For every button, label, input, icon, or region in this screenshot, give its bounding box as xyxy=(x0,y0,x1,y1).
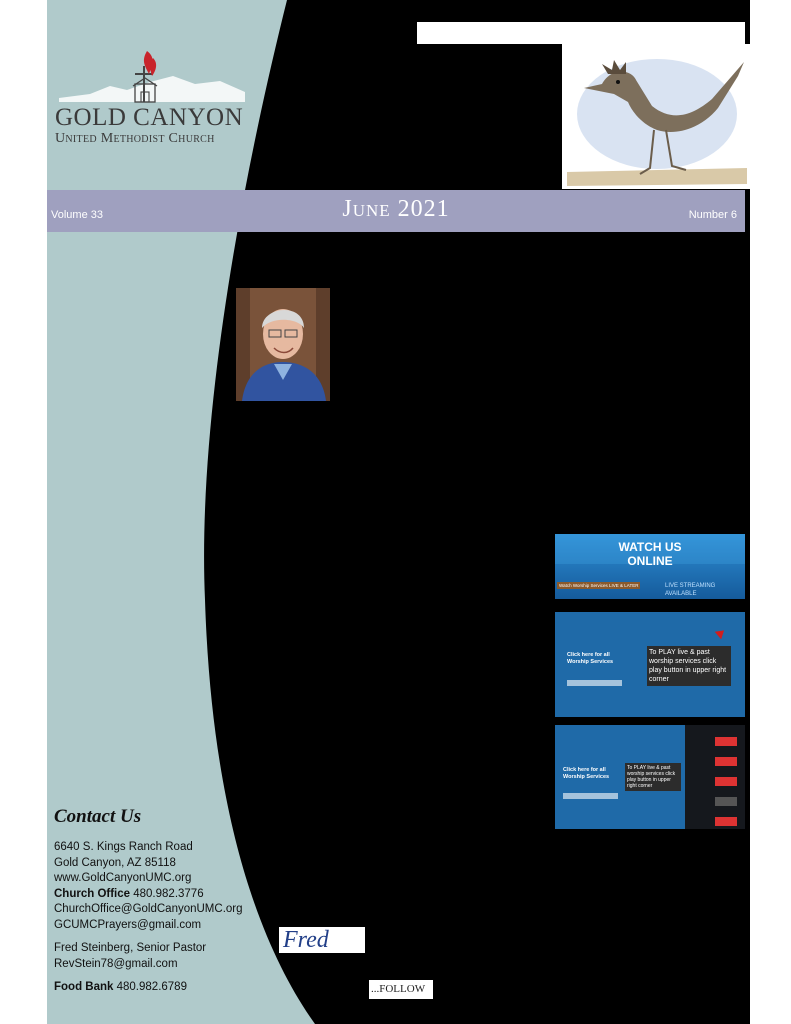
pastor-photo xyxy=(236,288,330,401)
address-line-2: Gold Canyon, AZ 85118 xyxy=(54,856,176,869)
church-name: GOLD CANYON xyxy=(55,104,244,131)
contact-block xyxy=(54,840,243,996)
pastor-signature: Fred xyxy=(279,927,365,953)
office-phone[interactable]: 480.982.3776 xyxy=(133,887,204,900)
prayers-email[interactable]: GCUMCPrayers@gmail.com xyxy=(54,918,202,931)
contact-title: Contact Us xyxy=(54,806,142,827)
video-thumb-5[interactable] xyxy=(715,817,737,826)
video-thumb-2[interactable] xyxy=(715,757,737,766)
roadrunner-illustration xyxy=(562,44,750,189)
player-hint-small: To PLAY live & past worship services click play button in upper right corner xyxy=(625,763,681,791)
volume-label: Volume 33 xyxy=(51,209,103,221)
video-thumb-1[interactable] xyxy=(715,737,737,746)
food-bank-line xyxy=(54,980,243,996)
player-control-buttons-2 xyxy=(563,793,618,799)
issue-banner xyxy=(47,190,745,232)
player-control-buttons xyxy=(567,680,622,686)
watch-online-button[interactable]: Watch Worship Services LIVE & LATER xyxy=(559,583,639,588)
pastor-email[interactable]: RevStein78@gmail.com xyxy=(54,957,178,970)
food-bank-phone[interactable]: 480.982.6789 xyxy=(116,981,187,993)
stream-player-panel-list[interactable] xyxy=(555,725,745,829)
church-office-line xyxy=(54,887,243,903)
church-subtitle: United Methodist Church xyxy=(55,131,215,146)
header-white-bar xyxy=(417,22,745,44)
player-click-text-2[interactable]: Click here for all Worship Services xyxy=(563,767,610,780)
live-streaming-text: LIVE STREAMING AVAILABLE xyxy=(665,583,716,597)
stream-player-panel[interactable] xyxy=(555,612,745,717)
pastor-name: Fred Steinberg, Senior Pastor xyxy=(54,942,207,954)
player-hint: To PLAY live & past worship services click play button in upper right corner xyxy=(647,646,731,686)
play-arrow-icon xyxy=(715,627,728,640)
address-line-1: 6640 S. Kings Ranch Road xyxy=(54,841,193,853)
website-link[interactable]: www.GoldCanyonUMC.org xyxy=(54,872,192,884)
issue-number: Number 6 xyxy=(688,209,737,221)
food-bank-label: Food Bank xyxy=(54,981,114,993)
office-label: Church Office xyxy=(54,887,131,900)
video-thumb-4[interactable] xyxy=(715,797,737,806)
issue-month: June 2021 xyxy=(342,196,450,222)
watch-online-heading: WATCH US ONLINE xyxy=(618,540,682,568)
office-email[interactable]: ChurchOffice@GoldCanyonUMC.org xyxy=(54,903,243,915)
follow-text: ...FOLLOW xyxy=(369,980,433,999)
video-thumb-3[interactable] xyxy=(715,777,737,786)
newsletter-page xyxy=(47,0,750,1024)
player-click-text[interactable]: Click here for all Worship Services xyxy=(567,652,614,665)
